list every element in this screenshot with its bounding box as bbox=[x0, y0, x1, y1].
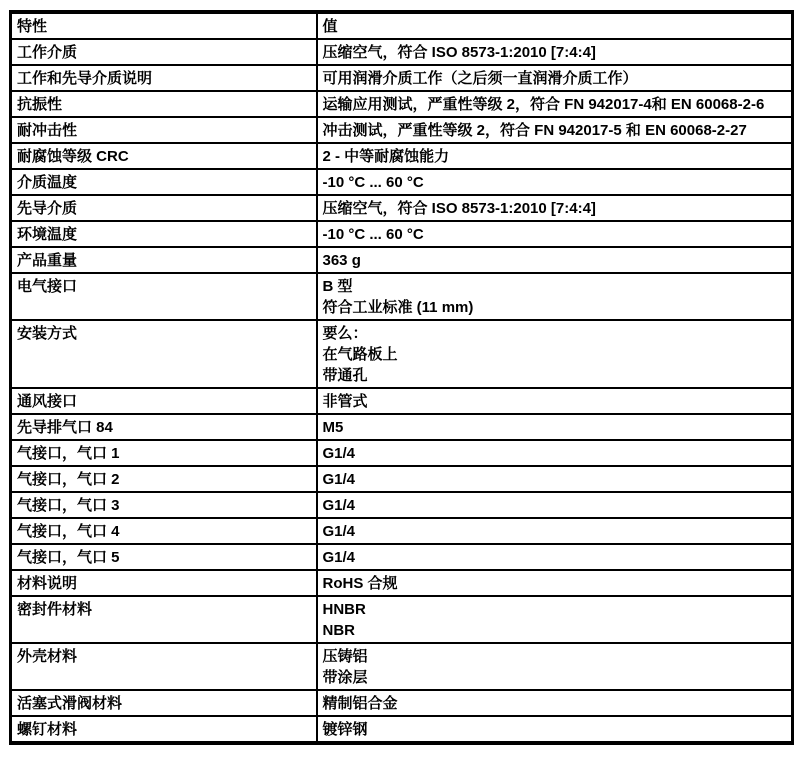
value-cell bbox=[317, 221, 793, 247]
table-row bbox=[11, 65, 793, 91]
table-row bbox=[11, 388, 793, 414]
value-cell bbox=[317, 320, 793, 388]
value-cell bbox=[317, 91, 793, 117]
value-line: HNBR bbox=[322, 601, 366, 618]
value-line: 冲击测试，严重性等级 2，符合 FN 942017-5 和 EN 60068-2-27 bbox=[322, 122, 747, 139]
value-line: 带通孔 bbox=[322, 367, 368, 384]
value-line: 镀锌钢 bbox=[322, 721, 368, 738]
table-row bbox=[11, 247, 793, 273]
value-cell bbox=[317, 643, 793, 690]
value-cell bbox=[317, 570, 793, 596]
value-line: B 型 bbox=[322, 278, 353, 295]
table-row bbox=[11, 273, 793, 320]
value-line: 运输应用测试，严重性等级 2，符合 FN 942017-4和 EN 60068-2-6 bbox=[322, 96, 765, 113]
table-row bbox=[11, 143, 793, 169]
table-row bbox=[11, 91, 793, 117]
value-line: NBR bbox=[322, 622, 355, 639]
feature-cell: 产品重量 bbox=[11, 247, 317, 273]
table-row bbox=[11, 570, 793, 596]
value-line: -10 °C ... 60 °C bbox=[322, 226, 424, 243]
feature-cell: 气接口，气口 2 bbox=[11, 466, 317, 492]
value-column-header: 值 bbox=[317, 12, 793, 39]
value-cell bbox=[317, 518, 793, 544]
feature-cell: 材料说明 bbox=[11, 570, 317, 596]
value-line: 压缩空气，符合 ISO 8573-1:2010 [7:4:4] bbox=[322, 44, 596, 61]
value-cell bbox=[317, 273, 793, 320]
feature-cell: 工作介质 bbox=[11, 39, 317, 65]
value-line: G1/4 bbox=[322, 549, 356, 566]
feature-cell: 活塞式滑阀材料 bbox=[11, 690, 317, 716]
value-line: 压铸铝 bbox=[322, 648, 368, 665]
value-cell bbox=[317, 143, 793, 169]
value-line: 要么： bbox=[322, 325, 368, 342]
feature-cell: 抗振性 bbox=[11, 91, 317, 117]
value-cell bbox=[317, 544, 793, 570]
value-line: 在气路板上 bbox=[322, 346, 398, 363]
table-row bbox=[11, 492, 793, 518]
table-row bbox=[11, 414, 793, 440]
feature-cell: 螺钉材料 bbox=[11, 716, 317, 743]
feature-cell: 安装方式 bbox=[11, 320, 317, 388]
feature-cell: 耐腐蚀等级 CRC bbox=[11, 143, 317, 169]
value-cell bbox=[317, 195, 793, 221]
table-row bbox=[11, 221, 793, 247]
value-line: 符合工业标准 (11 mm) bbox=[322, 299, 474, 316]
table-row bbox=[11, 596, 793, 643]
value-line: M5 bbox=[322, 419, 344, 436]
value-line: -10 °C ... 60 °C bbox=[322, 174, 424, 191]
feature-cell: 外壳材料 bbox=[11, 643, 317, 690]
value-cell bbox=[317, 169, 793, 195]
feature-cell: 先导介质 bbox=[11, 195, 317, 221]
value-line: 363 g bbox=[322, 252, 361, 269]
table-row bbox=[11, 117, 793, 143]
table-row bbox=[11, 690, 793, 716]
table-row bbox=[11, 169, 793, 195]
value-cell bbox=[317, 466, 793, 492]
feature-cell: 耐冲击性 bbox=[11, 117, 317, 143]
value-cell bbox=[317, 117, 793, 143]
value-cell bbox=[317, 247, 793, 273]
feature-cell: 气接口，气口 5 bbox=[11, 544, 317, 570]
spec-table-head bbox=[11, 12, 793, 39]
feature-cell: 通风接口 bbox=[11, 388, 317, 414]
feature-cell: 先导排气口 84 bbox=[11, 414, 317, 440]
feature-cell: 气接口，气口 4 bbox=[11, 518, 317, 544]
value-line: G1/4 bbox=[322, 471, 356, 488]
value-cell bbox=[317, 39, 793, 65]
table-row bbox=[11, 195, 793, 221]
feature-cell: 密封件材料 bbox=[11, 596, 317, 643]
feature-cell: 介质温度 bbox=[11, 169, 317, 195]
value-line: G1/4 bbox=[322, 523, 356, 540]
value-cell bbox=[317, 596, 793, 643]
value-line: G1/4 bbox=[322, 497, 356, 514]
table-row bbox=[11, 643, 793, 690]
feature-cell: 环境温度 bbox=[11, 221, 317, 247]
value-cell bbox=[317, 492, 793, 518]
table-row bbox=[11, 518, 793, 544]
value-line: G1/4 bbox=[322, 445, 356, 462]
feature-cell: 气接口，气口 3 bbox=[11, 492, 317, 518]
value-line: 2 - 中等耐腐蚀能力 bbox=[322, 148, 450, 165]
value-line: 精制铝合金 bbox=[322, 695, 398, 712]
spec-table bbox=[9, 10, 794, 745]
value-cell bbox=[317, 65, 793, 91]
value-line: 带涂层 bbox=[322, 669, 368, 686]
value-cell bbox=[317, 690, 793, 716]
feature-cell: 工作和先导介质说明 bbox=[11, 65, 317, 91]
value-cell bbox=[317, 414, 793, 440]
table-row bbox=[11, 440, 793, 466]
value-line: 压缩空气，符合 ISO 8573-1:2010 [7:4:4] bbox=[322, 200, 596, 217]
value-line: RoHS 合规 bbox=[322, 575, 398, 592]
spec-table-body bbox=[11, 39, 793, 743]
feature-cell: 电气接口 bbox=[11, 273, 317, 320]
value-cell bbox=[317, 716, 793, 743]
feature-cell: 气接口，气口 1 bbox=[11, 440, 317, 466]
header-row bbox=[11, 12, 793, 39]
value-line: 可用润滑介质工作（之后须一直润滑介质工作） bbox=[322, 70, 638, 87]
table-row bbox=[11, 466, 793, 492]
feature-column-header: 特性 bbox=[11, 12, 317, 39]
value-cell bbox=[317, 388, 793, 414]
value-cell bbox=[317, 440, 793, 466]
table-row bbox=[11, 320, 793, 388]
table-row bbox=[11, 544, 793, 570]
table-row bbox=[11, 39, 793, 65]
table-row bbox=[11, 716, 793, 743]
value-line: 非管式 bbox=[322, 393, 368, 410]
